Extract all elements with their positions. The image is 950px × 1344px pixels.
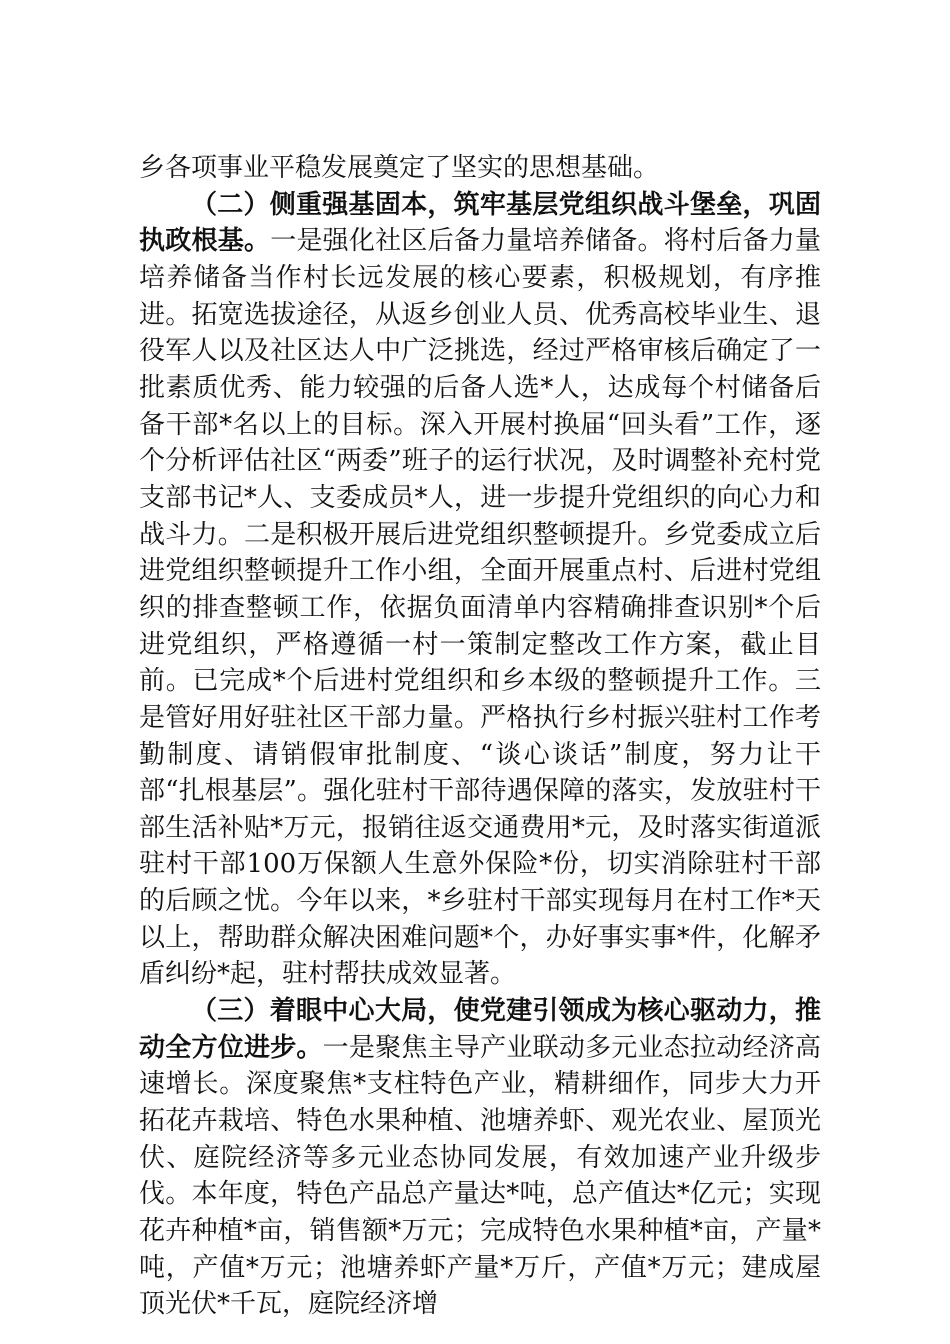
- paragraph-body: 乡各项事业平稳发展奠定了坚实的思想基础。: [139, 153, 660, 183]
- section-heading: （二）侧重强基固本，筑牢基层党组织战斗堡垒，巩固执政根基。: [139, 189, 821, 257]
- document-body: [139, 150, 821, 1323]
- section-heading: （三）着眼中心大局，使党建引领成为核心驱动力，推动全方位进步。: [139, 996, 821, 1063]
- paragraph-body: 一是强化社区后备力量培养储备。将村后备力量培养储备当作村长远发展的核心要素，积极规划，有序推进。拓宽选拔途径，从返乡创业人员、优秀高校毕业生、退役军人以及社区达人中广泛挑选，经过严格审核后确定了一批素质优秀、能力较强的后备人选*人，达成每个村储备后备干部*名以上的目标。深入开展村换届“回头看”工作，逐个分析评估社区“两委”班子的运行状况，及时调整补充村党支部书记*人、支委成员*人，进一步提升党组织的向心力和战斗力。二是积极开展后进党组织整顿提升。乡党委成立后进党组织整顿提升工作小组，全面开展重点村、后进村党组织的排查整顿工作，依据负面清单内容精确排查识别*个后进党组织，严格遵循一村一策制定整改工作方案，截止目前。已完成*个后进村党组织和乡本级的整顿提升工作。三是管好用好驻社区干部力量。严格执行乡村振兴驻村工作考勤制度、请销假审批制度、“谈心谈话”制度，努力让干部“扎根基层”。强化驻村干部待遇保障的落实，发放驻村干部生活补贴*万元，报销往返交通费用*元，及时落实街道派驻村干部100万保额人生意外保险*份，切实消除驻村干部的后顾之忧。今年以来，*乡驻村干部实现每月在村工作*天以上，帮助群众解决困难问题*个，办好事实事*件，化解矛盾纠纷*起，驻村帮扶成效显著。: [139, 226, 821, 990]
- paragraph-continuation: [139, 150, 821, 187]
- paragraph-section-2: [139, 187, 821, 993]
- paragraph-section-3: [139, 993, 821, 1323]
- paragraph-body: 一是聚焦主导产业联动多元业态拉动经济高速增长。深度聚焦*支柱特色产业，精耕细作，同步大力开拓花卉栽培、特色水果种植、池塘养虾、观光农业、屋顶光伏、庭院经济等多元业态协同发展，有效加速产业升级步伐。本年度，特色产品总产量达*吨，总产值达*亿元；实现花卉种植*亩，销售额*万元；完成特色水果种植*亩，产量*吨，产值*万元；池塘养虾产量*万斤，产值*万元；建成屋顶光伏*千瓦，庭院经济增: [139, 1032, 821, 1320]
